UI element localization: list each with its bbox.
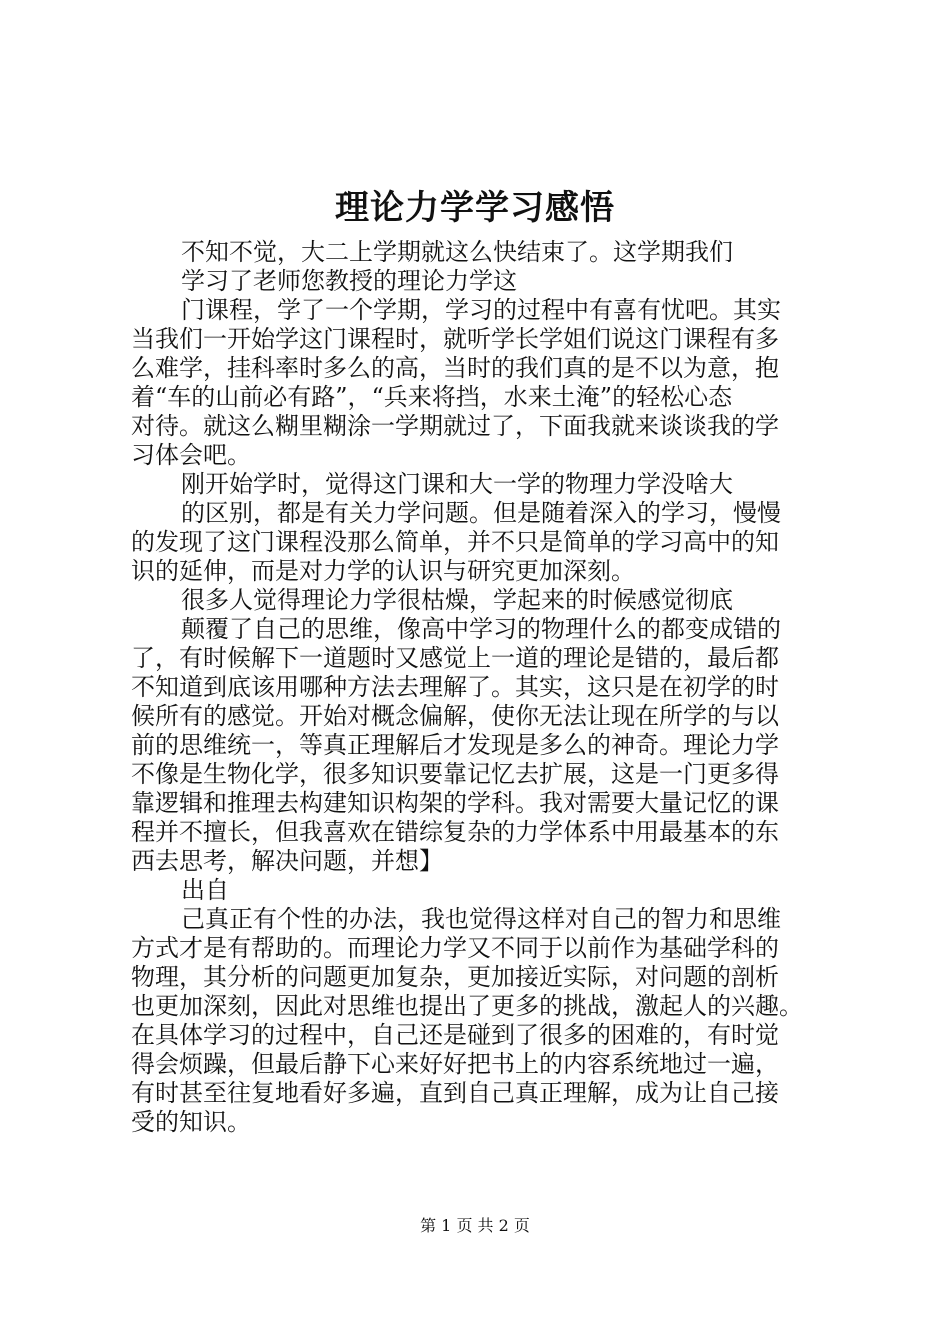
text-line: 当我们一开始学这门课程时，就听学长学姐们说这门课程有多 (131, 325, 779, 353)
document-title: 理论力学学习感悟 (335, 188, 615, 228)
text-line: 不知不觉，大二上学期就这么快结束了。这学期我们 (181, 238, 733, 266)
text-line: 候所有的感觉。开始对概念偏解，使你无法让现在所学的与以 (131, 702, 779, 730)
text-line: 习体会吧。 (131, 441, 251, 469)
text-line: 程并不擅长，但我喜欢在错综复杂的力学体系中用最基本的东 (131, 818, 779, 846)
text-line: 方式才是有帮助的。而理论力学又不同于以前作为基础学科的 (131, 934, 779, 962)
text-line: 前的思维统一，等真正理解后才发现是多么的神奇。理论力学 (131, 731, 779, 759)
text-line: 了，有时候解下一道题时又感觉上一道的理论是错的，最后都 (131, 644, 779, 672)
text-line: 受的知识。 (131, 1108, 251, 1136)
document-body (131, 238, 851, 1137)
text-line: 识的延伸，而是对力学的认识与研究更加深刻。 (131, 557, 635, 585)
text-line: 么难学，挂科率时多么的高，当时的我们真的是不以为意，抱 (131, 354, 779, 382)
page-footer: 第 1 页 共 2 页 (420, 1216, 530, 1235)
text-line: 物理，其分析的问题更加复杂，更加接近实际，对问题的剖析 (131, 963, 779, 991)
text-line: 着“车的山前必有路”，“兵来将挡，水来土淹”的轻松心态 (131, 383, 733, 411)
text-line: 西去思考，解决问题，并想】 (131, 847, 443, 875)
text-line: 的发现了这门课程没那么简单，并不只是简单的学习高中的知 (131, 528, 779, 556)
text-line: 出自 (181, 876, 229, 904)
text-line: 很多人觉得理论力学很枯燥，学起来的时候感觉彻底 (181, 586, 733, 614)
text-line: 也更加深刻，因此对思维也提出了更多的挑战，激起人的兴趣。 (131, 992, 803, 1020)
text-line: 对待。就这么糊里糊涂一学期就过了，下面我就来谈谈我的学 (131, 412, 779, 440)
text-line: 门课程，学了一个学期，学习的过程中有喜有忧吧。其实 (181, 296, 781, 324)
text-line: 靠逻辑和推理去构建知识构架的学科。我对需要大量记忆的课 (131, 789, 779, 817)
text-line: 得会烦躁，但最后静下心来好好把书上的内容系统地过一遍， (131, 1050, 779, 1078)
text-line: 颠覆了自己的思维，像高中学习的物理什么的都变成错的 (181, 615, 781, 643)
text-line: 有时甚至往复地看好多遍，直到自己真正理解，成为让自己接 (131, 1079, 779, 1107)
text-line: 的区别，都是有关力学问题。但是随着深入的学习，慢慢 (181, 499, 781, 527)
text-line: 不知道到底该用哪种方法去理解了。其实，这只是在初学的时 (131, 673, 779, 701)
text-line: 不像是生物化学，很多知识要靠记忆去扩展，这是一门更多得 (131, 760, 779, 788)
text-line: 己真正有个性的办法，我也觉得这样对自己的智力和思维 (181, 905, 781, 933)
text-line: 学习了老师您教授的理论力学这 (181, 267, 517, 295)
text-line: 在具体学习的过程中，自己还是碰到了很多的困难的，有时觉 (131, 1021, 779, 1049)
text-line: 刚开始学时，觉得这门课和大一学的物理力学没啥大 (181, 470, 733, 498)
